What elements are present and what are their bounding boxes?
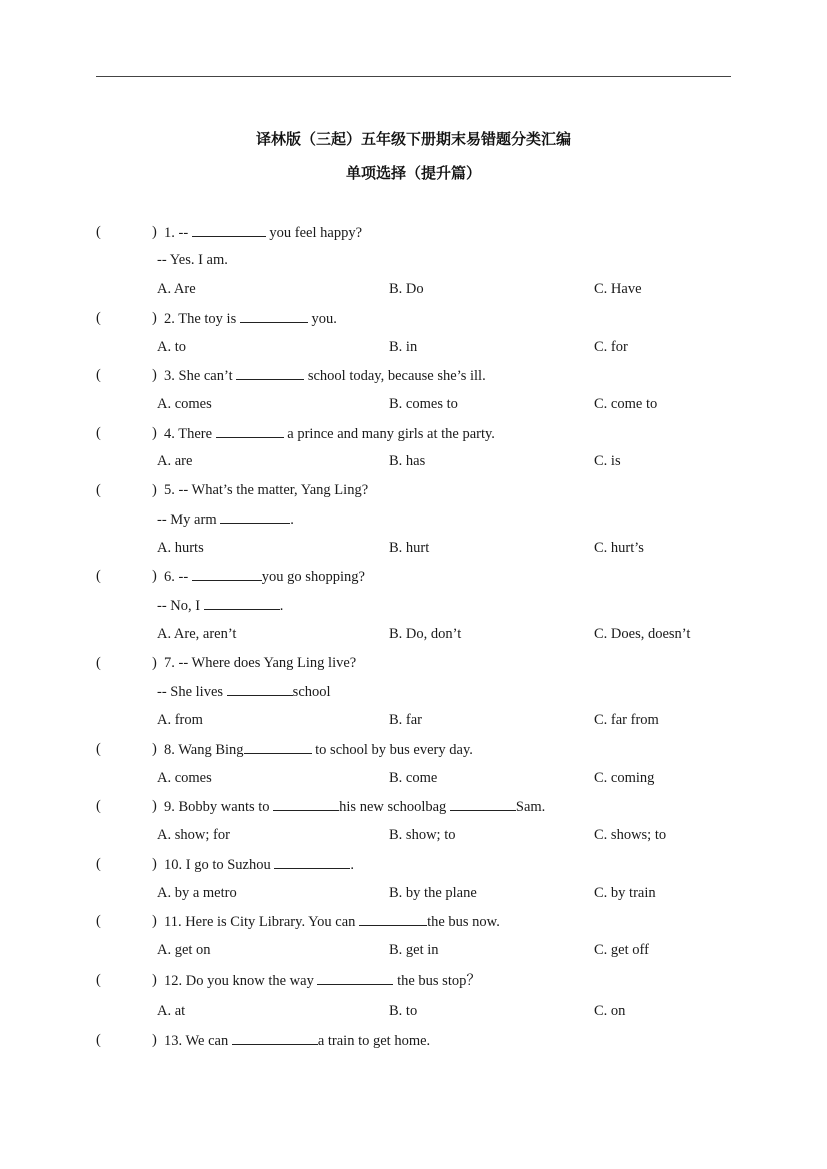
document-subtitle: 单项选择（提升篇） (345, 164, 481, 182)
question-stem: 4. There a prince and many girls at the party. (164, 423, 495, 444)
option-c[interactable]: C. get off (594, 942, 649, 958)
question-5-options (0, 538, 827, 558)
question-5-dialogue (0, 509, 827, 529)
answer-blank[interactable] (192, 222, 266, 237)
header-rule (96, 76, 731, 77)
answer-blank[interactable] (240, 308, 308, 323)
option-a[interactable]: A. from (157, 712, 203, 728)
dialogue-line: -- My arm . (157, 509, 294, 530)
question-4: ( ) 4. There a prince and many girls at the party. (96, 425, 495, 442)
question-2-options (0, 337, 827, 357)
question-6: ( ) 6. -- you go shopping? (96, 568, 365, 585)
answer-blank[interactable] (274, 854, 350, 869)
option-a[interactable]: A. comes (157, 396, 212, 412)
option-a[interactable]: A. by a metro (157, 885, 237, 901)
question-9-options (0, 825, 827, 845)
option-b[interactable]: B. to (389, 1003, 418, 1019)
dialogue-line: -- Yes. I am. (157, 252, 228, 268)
question-2: ( ) 2. The toy is you. (96, 310, 337, 327)
question-stem: 7. -- Where does Yang Ling live? (164, 655, 357, 671)
answer-blank[interactable] (204, 595, 280, 610)
question-stem: 13. We can a train to get home. (164, 1030, 430, 1051)
option-c[interactable]: C. by train (594, 885, 656, 901)
option-c[interactable]: C. far from (594, 712, 659, 728)
option-a[interactable]: A. get on (157, 942, 211, 958)
option-a[interactable]: A. at (157, 1003, 186, 1019)
answer-blank[interactable] (244, 739, 312, 754)
question-7: ( ) 7. -- Where does Yang Ling live? (96, 655, 357, 671)
option-b[interactable]: B. far (389, 712, 423, 728)
question-4-options (0, 451, 827, 471)
option-c[interactable]: C. for (594, 339, 628, 355)
question-10-options (0, 883, 827, 903)
dialogue-line: -- No, I . (157, 595, 283, 616)
option-c[interactable]: C. Does, doesn’t (594, 626, 691, 642)
document-title: 译林版（三起）五年级下册期末易错题分类汇编 (255, 130, 571, 148)
question-3: ( ) 3. She can’t school today, because she’s ill. (96, 367, 486, 384)
question-11: ( ) 11. Here is City Library. You can the bus now. (96, 913, 500, 930)
answer-blank[interactable] (227, 681, 293, 696)
option-b[interactable]: B. show; to (389, 827, 456, 843)
option-a[interactable]: A. show; for (157, 827, 230, 843)
question-1-options (0, 279, 827, 299)
question-6-options (0, 624, 827, 644)
question-5: ( ) 5. -- What’s the matter, Yang Ling? (96, 482, 369, 498)
question-11-options (0, 940, 827, 960)
answer-blank[interactable] (192, 566, 262, 581)
question-12-options (0, 1001, 827, 1021)
option-a[interactable]: A. comes (157, 770, 212, 786)
question-stem: 10. I go to Suzhou . (164, 854, 354, 875)
option-c[interactable]: C. shows; to (594, 827, 667, 843)
answer-blank[interactable] (236, 365, 304, 380)
option-b[interactable]: B. comes to (389, 396, 458, 412)
option-c[interactable]: C. come to (594, 396, 658, 412)
option-c[interactable]: C. coming (594, 770, 655, 786)
answer-blank[interactable] (220, 509, 290, 524)
answer-blank[interactable] (232, 1030, 318, 1045)
option-c[interactable]: C. Have (594, 281, 642, 297)
question-1: ( ) 1. -- you feel happy? (96, 224, 363, 241)
question-stem: 9. Bobby wants to his new schoolbag Sam. (164, 796, 545, 817)
option-a[interactable]: A. are (157, 453, 193, 469)
option-c[interactable]: C. is (594, 453, 621, 469)
option-a[interactable]: A. Are, aren’t (157, 626, 237, 642)
answer-blank[interactable] (216, 423, 284, 438)
option-b[interactable]: B. get in (389, 942, 439, 958)
option-c[interactable]: C. hurt’s (594, 540, 644, 556)
question-stem: 2. The toy is you. (164, 308, 337, 329)
answer-blank[interactable] (317, 970, 393, 985)
question-13: ( ) 13. We can a train to get home. (96, 1032, 431, 1049)
question-stem: 12. Do you know the way the bus stop？ (164, 970, 481, 991)
option-a[interactable]: A. hurts (157, 540, 204, 556)
question-stem: 6. -- you go shopping? (164, 566, 365, 587)
option-a[interactable]: A. to (157, 339, 186, 355)
answer-blank[interactable] (450, 796, 516, 811)
question-1-dialogue (0, 250, 827, 270)
option-b[interactable]: B. Do (389, 281, 424, 297)
dialogue-line: -- She lives school (157, 681, 331, 702)
option-b[interactable]: B. Do, don’t (389, 626, 462, 642)
question-6-dialogue (0, 595, 827, 615)
question-3-options (0, 394, 827, 414)
question-stem: 8. Wang Bing to school by bus every day. (164, 739, 473, 760)
option-b[interactable]: B. by the plane (389, 885, 477, 901)
question-12: ( ) 12. Do you know the way the bus stop？ (96, 972, 481, 989)
answer-blank[interactable] (359, 911, 427, 926)
option-a[interactable]: A. Are (157, 281, 196, 297)
question-10: ( ) 10. I go to Suzhou . (96, 856, 354, 873)
question-stem: 3. She can’t school today, because she’s ill. (164, 365, 486, 386)
question-7-options (0, 710, 827, 730)
question-stem: 1. -- you feel happy? (164, 222, 362, 243)
option-b[interactable]: B. hurt (389, 540, 430, 556)
question-9: ( ) 9. Bobby wants to his new schoolbag Sam. (96, 798, 546, 815)
option-b[interactable]: B. come (389, 770, 438, 786)
question-8: ( ) 8. Wang Bing to school by bus every day. (96, 741, 473, 758)
question-stem: 11. Here is City Library. You can the bus now. (164, 911, 500, 932)
option-b[interactable]: B. has (389, 453, 426, 469)
option-c[interactable]: C. on (594, 1003, 626, 1019)
option-b[interactable]: B. in (389, 339, 418, 355)
question-stem: 5. -- What’s the matter, Yang Ling? (164, 482, 369, 498)
question-7-dialogue (0, 681, 827, 701)
answer-blank[interactable] (273, 796, 339, 811)
question-8-options (0, 768, 827, 788)
